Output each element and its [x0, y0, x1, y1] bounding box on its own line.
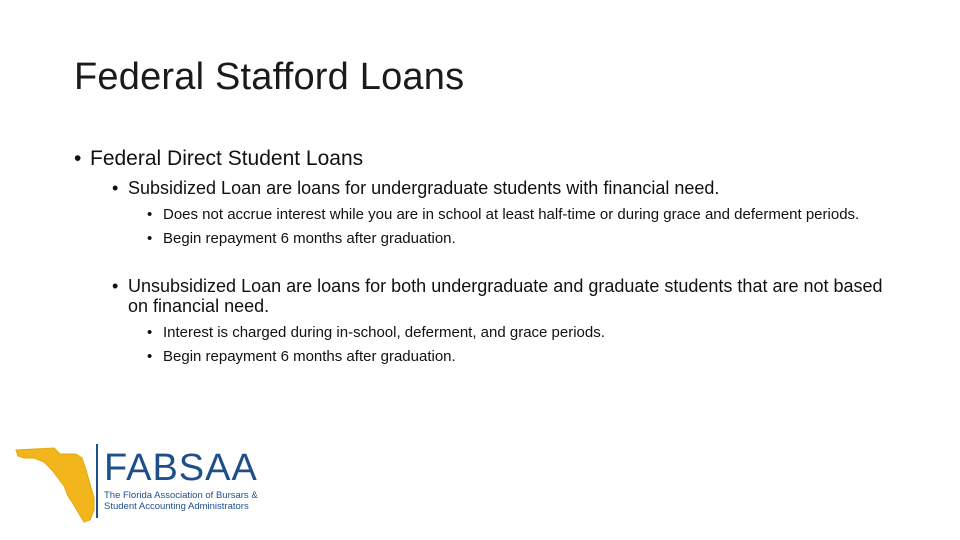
- logo-subtitle: [104, 490, 258, 512]
- logo-subtitle-line1: The Florida Association of Bursars &: [104, 490, 258, 501]
- bullet-dot: •: [74, 147, 82, 170]
- bullet-text: Federal Direct Student Loans: [90, 147, 364, 170]
- bullet-level1: [74, 146, 894, 172]
- bullet-level2: [112, 276, 894, 316]
- bullet-text: Begin repayment 6 months after graduation.: [163, 230, 456, 247]
- bullet-dot: •: [147, 348, 153, 365]
- bullet-text: Interest is charged during in-school, deferment, and grace periods.: [163, 324, 605, 341]
- bullet-text: Begin repayment 6 months after graduation.: [163, 348, 456, 365]
- bullet-level2: [112, 178, 894, 198]
- logo-divider: [96, 444, 98, 518]
- slide-title: Federal Stafford Loans: [74, 56, 465, 98]
- logo-subtitle-line2: Student Accounting Administrators: [104, 501, 249, 512]
- bullet-dot: •: [147, 324, 153, 341]
- bullet-dot: •: [112, 178, 119, 198]
- bullet-text: Does not accrue interest while you are in school at least half-time or during grace and deferment periods.: [163, 206, 860, 223]
- bullet-level3: [147, 230, 894, 248]
- bullet-text: Subsidized Loan are loans for undergraduate students with financial need.: [128, 178, 720, 198]
- logo-name: FABSAA: [104, 447, 258, 489]
- bullet-dot: •: [147, 230, 153, 247]
- bullet-dot: •: [112, 276, 119, 296]
- bullet-dot: •: [147, 206, 153, 223]
- bullet-text: Unsubsidized Loan are loans for both undergraduate and graduate students that are not based on financial need.: [128, 276, 883, 316]
- bullet-level3: [147, 348, 894, 366]
- bullet-level3: [147, 206, 894, 224]
- slide-content: [74, 146, 894, 366]
- bullet-level3: [147, 324, 894, 342]
